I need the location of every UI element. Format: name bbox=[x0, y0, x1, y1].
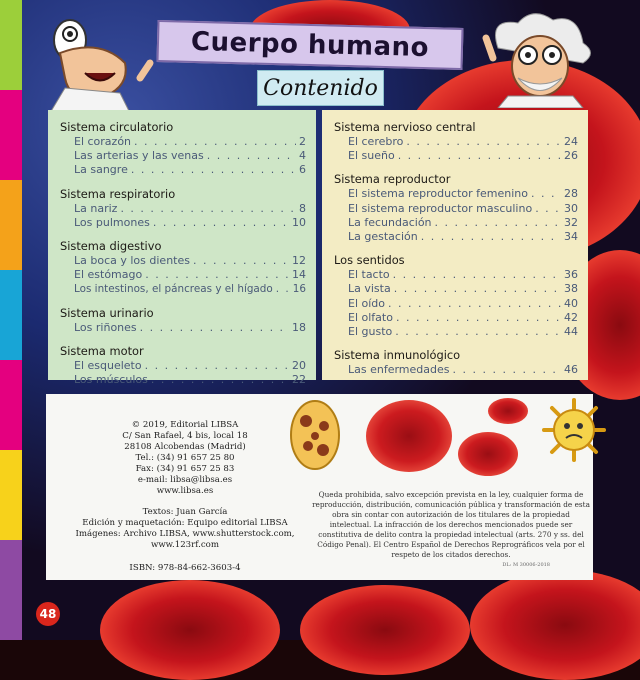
toc-leader-dots bbox=[131, 163, 296, 177]
toc-entry-label: La fecundación bbox=[348, 215, 432, 229]
toc-leader-dots bbox=[151, 373, 289, 387]
toc-entry[interactable] bbox=[334, 325, 578, 339]
toc-entry-label: Las arterias y las venas bbox=[74, 149, 204, 163]
toc-entry-page: 2 bbox=[299, 135, 306, 148]
toc-entry-page: 32 bbox=[564, 215, 578, 229]
germ-illustration bbox=[284, 396, 346, 474]
credits-line: 28108 Alcobendas (Madrid) bbox=[124, 442, 246, 452]
toc-leader-dots bbox=[406, 135, 561, 149]
toc-section-title: Sistema circulatorio bbox=[60, 120, 174, 134]
isbn: ISBN: 978-84-662-3603-4 bbox=[129, 563, 241, 573]
blood-cell-image bbox=[100, 580, 280, 680]
credits-block bbox=[70, 420, 300, 574]
toc-entry-label: El esqueleto bbox=[74, 358, 142, 372]
toc-leader-dots bbox=[396, 311, 561, 325]
toc-leader-dots bbox=[276, 282, 290, 296]
credits-line: Tel.: (34) 91 657 25 80 bbox=[135, 453, 235, 463]
toc-leader-dots bbox=[398, 149, 561, 163]
page-number-badge: 48 bbox=[36, 602, 60, 626]
blood-cell-image bbox=[488, 398, 528, 424]
page-title: Cuerpo humano bbox=[190, 26, 430, 64]
toc-entry[interactable] bbox=[60, 373, 306, 387]
credits-line: Fax: (34) 91 657 25 83 bbox=[135, 464, 235, 474]
page-subtitle: Contenido bbox=[263, 75, 378, 101]
toc-section-title: Sistema nervioso central bbox=[334, 120, 476, 134]
toc-entry[interactable] bbox=[334, 202, 578, 216]
toc-entry-label: La nariz bbox=[74, 201, 118, 215]
toc-entry-page: 22 bbox=[292, 372, 306, 386]
toc-entry[interactable] bbox=[334, 363, 578, 377]
credits-line: e-mail: libsa@libsa.es bbox=[137, 475, 233, 485]
scientist-cartoon-right bbox=[478, 8, 603, 108]
toc-entry[interactable] bbox=[60, 254, 306, 268]
toc-entry-page: 8 bbox=[299, 201, 306, 215]
toc-entry-page: 20 bbox=[292, 358, 306, 372]
toc-entry-page: 28 bbox=[564, 187, 578, 201]
toc-entry[interactable] bbox=[60, 163, 306, 177]
toc-entry-label: La gestación bbox=[348, 229, 418, 243]
credits-line: © 2019, Editorial LIBSA bbox=[131, 420, 239, 430]
toc-entry-label: El sueño bbox=[348, 149, 395, 163]
toc-leader-dots bbox=[393, 268, 561, 282]
credits-line: www.libsa.es bbox=[156, 486, 214, 496]
toc-entry[interactable] bbox=[60, 149, 306, 163]
toc-leader-dots bbox=[207, 149, 296, 163]
toc-entry-label: El cerebro bbox=[348, 135, 404, 148]
toc-leader-dots bbox=[140, 321, 289, 335]
toc-entry[interactable] bbox=[60, 359, 306, 373]
toc-entry-page: 14 bbox=[292, 268, 306, 282]
toc-entry-label: Los intestinos, el páncreas y el hígado bbox=[74, 283, 273, 296]
toc-entry-label: La vista bbox=[348, 282, 391, 296]
toc-entry-label: El tacto bbox=[348, 268, 390, 282]
toc-section-title: Sistema inmunológico bbox=[334, 348, 461, 363]
blood-cell-image bbox=[366, 400, 452, 472]
toc-leader-dots bbox=[421, 230, 561, 244]
toc-entry-page: 10 bbox=[292, 215, 306, 229]
toc-entry-page: 16 bbox=[292, 283, 306, 296]
toc-entry-label: Los pulmones bbox=[74, 215, 150, 229]
toc-entry-label: El oído bbox=[348, 296, 386, 310]
toc-entry-label: El olfato bbox=[348, 310, 393, 324]
toc-entry[interactable] bbox=[334, 282, 578, 296]
toc-entry-label: El sistema reproductor femenino bbox=[348, 187, 529, 201]
toc-leader-dots bbox=[120, 202, 296, 216]
toc-leader-dots bbox=[388, 297, 561, 311]
toc-left-panel bbox=[48, 110, 316, 386]
toc-entry-label: El corazón bbox=[74, 135, 132, 148]
toc-entry-page: 6 bbox=[299, 163, 306, 177]
legal-text: Queda prohibida, salvo excepción prevista en la ley, cualquier forma de reproducción, distribución, comunicación pública y transformación de esta obra sin contar con autorización de los titulares de la propiedad intelectual. La infracción de los derechos mencionados puede ser constitutiva de delito contra la propiedad intelectual (arts. 270 y ss. del Código Penal). El Centro Español de Derechos Reprográficos vela por el respeto de los citados derechos. bbox=[312, 490, 590, 559]
toc-entry-page: 30 bbox=[564, 201, 578, 215]
toc-entry-label: La boca y los dientes bbox=[74, 253, 190, 267]
toc-entry-page: 18 bbox=[292, 320, 306, 334]
toc-entry-page: 4 bbox=[299, 149, 306, 163]
title-banner bbox=[157, 20, 464, 70]
toc-section-title: Sistema digestivo bbox=[60, 238, 162, 253]
legal-deposit: DL: M 30006-2018 bbox=[502, 562, 550, 568]
toc-leader-dots bbox=[145, 268, 289, 282]
toc-section-title: Sistema respiratorio bbox=[60, 186, 176, 201]
toc-entry-page: 34 bbox=[564, 229, 578, 243]
toc-entry[interactable] bbox=[60, 135, 306, 149]
toc-right-panel bbox=[322, 110, 588, 380]
blood-cell-image bbox=[458, 432, 518, 476]
virus-illustration bbox=[540, 396, 608, 464]
toc-entry-label: La sangre bbox=[74, 163, 128, 177]
toc-entry-page: 26 bbox=[564, 149, 578, 163]
toc-entry-label: Los riñones bbox=[74, 320, 137, 334]
toc-entry-page: 12 bbox=[292, 253, 306, 267]
toc-entry[interactable] bbox=[334, 187, 578, 201]
legal-notice bbox=[312, 490, 590, 570]
toc-section-title: Sistema reproductor bbox=[334, 172, 451, 187]
toc-entry-page: 44 bbox=[564, 324, 578, 338]
toc-entry-label: El estómago bbox=[74, 268, 143, 282]
blood-cell-image bbox=[300, 585, 470, 675]
credits-line: Edición y maquetación: Equipo editorial LIBSA bbox=[82, 518, 288, 528]
subtitle-banner bbox=[257, 70, 384, 106]
toc-leader-dots bbox=[531, 187, 561, 201]
toc-entry[interactable] bbox=[334, 297, 578, 311]
toc-section-title: Sistema motor bbox=[60, 343, 144, 358]
toc-leader-dots bbox=[193, 254, 289, 268]
toc-leader-dots bbox=[134, 135, 296, 149]
toc-entry-label: Las enfermedades bbox=[348, 363, 450, 377]
credits-line: C/ San Rafael, 4 bis, local 18 bbox=[122, 431, 248, 441]
toc-leader-dots bbox=[145, 359, 289, 373]
toc-entry[interactable] bbox=[334, 311, 578, 325]
toc-entry-page: 38 bbox=[564, 282, 578, 296]
toc-entry-page: 42 bbox=[564, 310, 578, 324]
credits-line: Textos: Juan García bbox=[142, 507, 228, 517]
toc-entry-page: 40 bbox=[564, 296, 578, 310]
toc-leader-dots bbox=[153, 216, 289, 230]
toc-entry[interactable] bbox=[334, 230, 578, 244]
toc-entry[interactable] bbox=[60, 216, 306, 230]
toc-leader-dots bbox=[394, 282, 561, 296]
toc-entry-page: 24 bbox=[564, 135, 578, 148]
toc-entry[interactable] bbox=[334, 135, 578, 149]
toc-entry[interactable] bbox=[60, 282, 306, 296]
toc-section-title: Sistema urinario bbox=[60, 305, 154, 320]
toc-leader-dots bbox=[535, 202, 561, 216]
toc-section-title: Los sentidos bbox=[334, 253, 405, 268]
toc-entry-label: Los músculos bbox=[74, 372, 148, 386]
toc-entry[interactable] bbox=[60, 268, 306, 282]
toc-entry-page: 46 bbox=[564, 363, 578, 377]
toc-entry[interactable] bbox=[334, 216, 578, 230]
credits-line: Imágenes: Archivo LIBSA, www.shutterstock.com, bbox=[75, 529, 295, 539]
toc-entry[interactable] bbox=[60, 202, 306, 216]
toc-leader-dots bbox=[435, 216, 561, 230]
toc-leader-dots bbox=[453, 363, 562, 377]
toc-entry[interactable] bbox=[334, 268, 578, 282]
toc-leader-dots bbox=[395, 325, 561, 339]
toc-entry-label: El sistema reproductor masculino bbox=[348, 201, 533, 215]
toc-entry-label: El gusto bbox=[348, 324, 393, 338]
scientist-cartoon-left bbox=[30, 8, 160, 113]
blood-cell-image bbox=[470, 570, 640, 680]
toc-entry[interactable] bbox=[334, 149, 578, 163]
toc-entry[interactable] bbox=[60, 321, 306, 335]
credits-line: www.123rf.com bbox=[150, 540, 220, 550]
color-strip bbox=[0, 0, 22, 640]
toc-entry-page: 36 bbox=[564, 268, 578, 282]
